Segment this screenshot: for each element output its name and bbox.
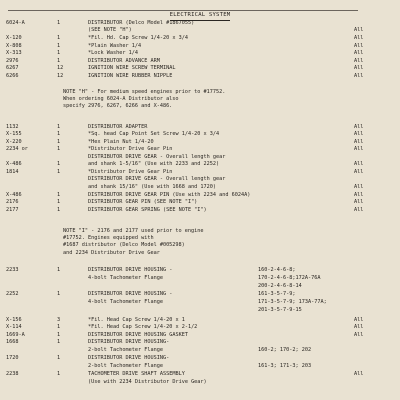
part-number: 1668 [6, 339, 19, 345]
part-number: 6267 [6, 65, 19, 71]
part-number: 2234 or [6, 146, 28, 152]
note-line: NOTE "I" - 2176 and 2177 used prior to engine [63, 228, 204, 234]
quantity: 1 [57, 324, 61, 330]
part-row [0, 356, 400, 363]
quantity: 12 [57, 73, 64, 79]
model-all: All [354, 324, 364, 330]
part-row [0, 333, 400, 340]
quantity: 1 [57, 35, 61, 41]
note-line: #1687 distributor (Delco Model #005298) [63, 242, 185, 249]
part-number: 2976 [6, 58, 19, 64]
description: DISTRIBUTOR DRIVE HOUSING- [88, 339, 170, 345]
note-line: specify 2976, 6267, 6266 and X-486. [63, 103, 173, 110]
description: DISTRIBUTOR DRIVE HOUSING - [88, 267, 173, 273]
applicable-models: 160-2; 170-2; 202 [258, 347, 312, 353]
quantity: 1 [57, 267, 61, 273]
part-number: X-114 [6, 324, 22, 330]
quantity: 1 [57, 355, 61, 361]
quantity: 1 [57, 169, 61, 175]
top-rule [8, 10, 358, 11]
section-title: ELECTRICAL SYSTEM [170, 13, 231, 21]
description: DISTRIBUTOR DRIVE HOUSING- [88, 355, 170, 361]
description: *Sq. head Cap Point Set Screw 1/4-20 x 3/4 [88, 131, 220, 137]
note-block [63, 229, 363, 258]
quantity: 3 [57, 317, 61, 323]
part-number: X-156 [6, 317, 22, 323]
model-all: All [354, 139, 364, 145]
model-all: All [354, 371, 364, 377]
part-row [0, 51, 400, 58]
quantity: 1 [57, 199, 61, 205]
description: and shank 15/16" (Use with 1668 and 1720) [88, 184, 217, 190]
quantity: 1 [57, 146, 61, 152]
description: 2-bolt Tachometer Flange [88, 363, 163, 369]
model-all: All [354, 161, 364, 167]
part-row [0, 276, 400, 283]
description: *Plain Washer 1/4 [88, 43, 142, 49]
description: (Use with 2234 Distributor Drive Gear) [88, 379, 207, 385]
part-row [0, 308, 400, 315]
quantity: 1 [57, 371, 61, 377]
part-row [0, 132, 400, 139]
quantity: 1 [57, 291, 61, 297]
description: DISTRIBUTOR ADVANCE ARM [88, 58, 160, 64]
part-row [0, 162, 400, 169]
part-row [0, 372, 400, 379]
part-number: 2233 [6, 267, 19, 273]
description: *Distributor Drive Gear Pin [88, 169, 173, 175]
model-all: All [354, 207, 364, 213]
description: and shank 1-5/16" (Use with 2233 and 2252) [88, 161, 220, 167]
quantity: 1 [57, 207, 61, 213]
part-row [0, 28, 400, 35]
model-all: All [354, 192, 364, 198]
model-all: All [354, 169, 364, 175]
section-header [0, 13, 400, 21]
part-row [0, 177, 400, 184]
note-block [63, 90, 363, 112]
description: DISTRIBUTOR GEAR SPRING (SEE NOTE "I") [88, 207, 207, 213]
model-all: All [354, 184, 364, 190]
quantity: 1 [57, 131, 61, 137]
part-row [0, 208, 400, 215]
applicable-models: 170-2-4-6-8;172A-76A [258, 275, 321, 281]
quantity: 1 [57, 58, 61, 64]
note-line: NOTE "H" - For medium speed engines prior to #17752. [63, 89, 226, 95]
description: DISTRIBUTOR DRIVE GEAR PIN (Use with 2234 and 6024A) [88, 192, 251, 198]
model-all: All [354, 50, 364, 56]
quantity: 1 [57, 124, 61, 130]
model-all: All [354, 199, 364, 205]
applicable-models: 200-2-4-6-8-14 [258, 283, 302, 289]
quantity: 1 [57, 332, 61, 338]
description: DISTRIBUTOR DRIVE GEAR - Overall length gear [88, 154, 226, 160]
part-row [0, 140, 400, 147]
description: 2-bolt Tachometer Flange [88, 347, 163, 353]
part-row [0, 318, 400, 325]
note-line: and 2234 Distributor Drive Gear [63, 249, 160, 256]
quantity: 1 [57, 192, 61, 198]
applicable-models: 171-3-5-7-9; 173A-77A; [258, 299, 327, 305]
model-all: All [354, 43, 364, 49]
part-row [0, 21, 400, 28]
model-all: All [354, 35, 364, 41]
part-row [0, 193, 400, 200]
part-row [0, 36, 400, 43]
description: DISTRIBUTOR DRIVE HOUSING GASKET [88, 332, 188, 338]
part-number: X-120 [6, 35, 22, 41]
description: *Fil. Head Cap Screw 1/4-20 x 1 [88, 317, 185, 323]
part-number: X-313 [6, 50, 22, 56]
description: (SEE NOTE "H") [88, 27, 132, 33]
description: DISTRIBUTOR DRIVE GEAR - Overall length gear [88, 176, 226, 182]
quantity: 1 [57, 20, 61, 26]
description: DISTRIBUTOR GEAR PIN (SEE NOTE "I") [88, 199, 198, 205]
model-all: All [354, 58, 364, 64]
applicable-models: 161-3-5-7-9; [258, 291, 296, 297]
part-number: 1669-A [6, 332, 25, 338]
part-row [0, 325, 400, 332]
description: *Hex Plain Nut 1/4-20 [88, 139, 154, 145]
part-number: 1132 [6, 124, 19, 130]
part-number: X-486 [6, 192, 22, 198]
model-all: All [354, 65, 364, 71]
part-row [0, 66, 400, 73]
description: *Lock Washer 1/4 [88, 50, 138, 56]
quantity: 1 [57, 161, 61, 167]
applicable-models: 160-2-4-6-8; [258, 267, 296, 273]
applicable-models: 201-3-5-7-9-15 [258, 307, 302, 313]
part-row [0, 185, 400, 192]
part-number: X-155 [6, 131, 22, 137]
quantity: 1 [57, 43, 61, 49]
part-number: 2238 [6, 371, 19, 377]
description: *Fil. Hd. Cap Screw 1/4-20 x 3/4 [88, 35, 188, 41]
part-row [0, 340, 400, 347]
quantity: 12 [57, 65, 64, 71]
note-line: When ordering 6024-A Distributor also [63, 96, 179, 103]
model-all: All [354, 73, 364, 79]
part-row [0, 200, 400, 207]
model-all: All [354, 131, 364, 137]
part-number: 2176 [6, 199, 19, 205]
description: DISTRIBUTOR ADAPTER [88, 124, 148, 130]
model-all: All [354, 317, 364, 323]
part-row [0, 147, 400, 154]
part-number: X-808 [6, 43, 22, 49]
part-number: 1720 [6, 355, 19, 361]
part-row [0, 284, 400, 291]
part-row [0, 348, 400, 355]
description: *Fil. Head Cap Screw 1/4-20 x 2-1/2 [88, 324, 198, 330]
description: IGNITION WIRE SCREW TERMINAL [88, 65, 176, 71]
part-row [0, 292, 400, 299]
part-row [0, 44, 400, 51]
part-row [0, 300, 400, 307]
part-number: 2177 [6, 207, 19, 213]
part-number: 1814 [6, 169, 19, 175]
part-number: X-486 [6, 161, 22, 167]
model-all: All [354, 146, 364, 152]
quantity: 1 [57, 50, 61, 56]
description: TACHOMETER DRIVE SHAFT ASSEMBLY [88, 371, 185, 377]
model-all: All [354, 332, 364, 338]
part-row [0, 74, 400, 81]
model-all: All [354, 124, 364, 130]
model-all: All [354, 27, 364, 33]
part-number: 6266 [6, 73, 19, 79]
part-row [0, 380, 400, 387]
description: IGNITION WIRE RUBBER NIPPLE [88, 73, 173, 79]
description: 4-bolt Tachometer Flange [88, 275, 163, 281]
part-number: 6024-A [6, 20, 25, 26]
part-row [0, 268, 400, 275]
quantity: 1 [57, 339, 61, 345]
quantity: 1 [57, 139, 61, 145]
description: 4-bolt Tachometer Flange [88, 299, 163, 305]
description: DISTRIBUTOR (Delco Model #1867055) [88, 20, 195, 26]
note-line: #17752. Engines equipped with [63, 235, 154, 242]
applicable-models: 161-3; 171-3; 203 [258, 363, 312, 369]
description: *Distributor Drive Gear Pin [88, 146, 173, 152]
part-number: X-220 [6, 139, 22, 145]
description: DISTRIBUTOR DRIVE HOUSING - [88, 291, 173, 297]
part-number: 2252 [6, 291, 19, 297]
part-row [0, 364, 400, 371]
